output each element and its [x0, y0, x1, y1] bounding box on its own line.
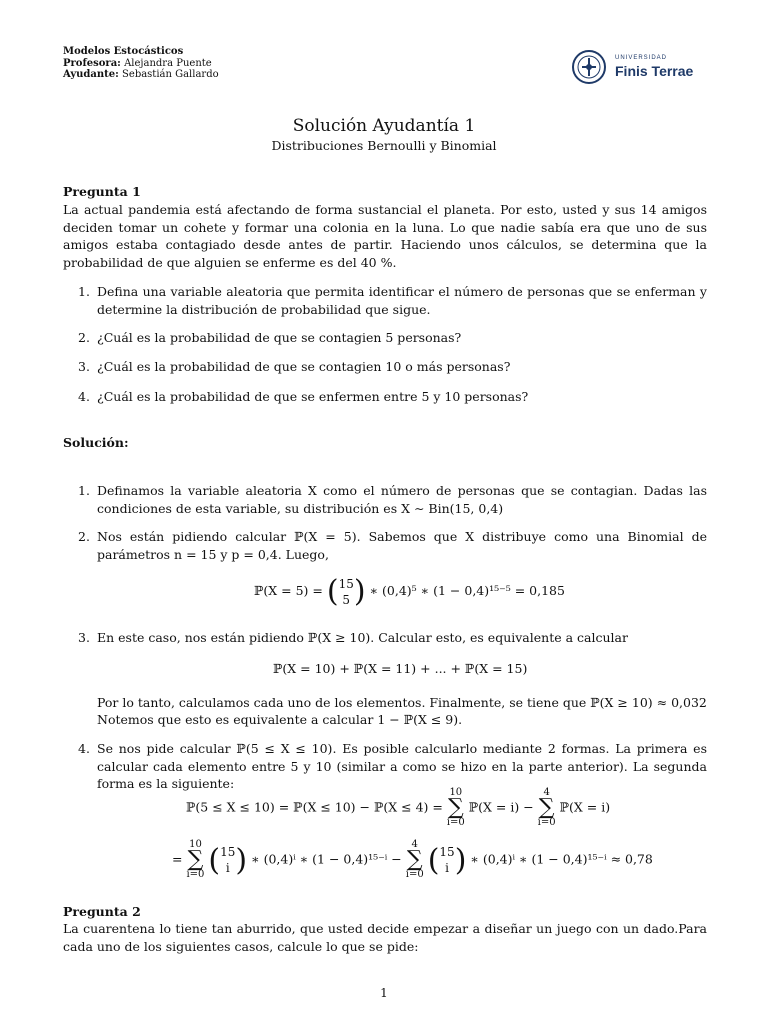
q2-intro: La cuarentena lo tiene tan aburrido, que usted decide empezar a diseñar un juego con un dado.Para cada uno de los siguientes casos, calcule lo que se pide: [63, 921, 707, 954]
document-header [63, 46, 219, 81]
equation-sum-probabilities: ℙ(X = 10) + ℙ(X = 11) + ... + ℙ(X = 15) [273, 661, 528, 676]
binom-top: 15 [220, 845, 236, 859]
summation-symbol: 10 ∑ i=0 [186, 839, 205, 880]
q1-item-number: 4. [78, 389, 90, 404]
q1-item-text: ¿Cuál es la probabilidad de que se contagien 5 personas? [97, 330, 462, 345]
eq1-end: ℙ(X = i) [559, 799, 611, 815]
binom-bottom: 5 [342, 592, 351, 607]
q1-item-text: ¿Cuál es la probabilidad de que se contagien 10 o más personas? [97, 359, 511, 374]
course-name: Modelos Estocásticos [63, 46, 184, 57]
logo-small-text: UNIVERSIDAD [615, 55, 668, 61]
binom-bottom: i [225, 861, 230, 875]
solution-item-1 [63, 482, 707, 517]
university-seal-icon [571, 47, 607, 87]
eq2-mid: ∗ (0,4)ⁱ ∗ (1 − 0,4)¹⁵⁻ⁱ − [251, 851, 402, 867]
professor-label: Profesora: [63, 57, 121, 69]
summation-symbol: 10 ∑ i=0 [446, 787, 465, 828]
binomial-coefficient: (15 5 ) [326, 574, 366, 609]
binomial-coefficient: (15 i ) [208, 842, 248, 878]
equation-range-expanded [172, 840, 653, 880]
binom-top: 15 [338, 576, 354, 591]
sum-upper: 10 [449, 787, 463, 798]
sum-upper: 10 [189, 839, 202, 850]
binom-top: 15 [439, 845, 455, 859]
assistant-label: Ayudante: [63, 69, 119, 80]
q1-item [63, 283, 707, 318]
solution-3-note: Notemos que esto es equivalente a calcular 1 − ℙ(X ≤ 9). [97, 712, 463, 727]
sum-lower: i=0 [186, 869, 205, 880]
q1-heading: Pregunta 1 [63, 184, 141, 199]
sum-upper: 4 [411, 839, 418, 850]
q1-item-number: 2. [78, 330, 90, 345]
professor-name: Alejandra Puente [124, 57, 212, 69]
q1-item-number: 3. [78, 359, 90, 374]
sum-lower: i=0 [537, 817, 556, 828]
q1-item-number: 1. [78, 284, 90, 299]
q1-item [63, 358, 707, 376]
q2-heading: Pregunta 2 [63, 904, 141, 919]
summation-symbol: 4 ∑ i=0 [537, 787, 556, 828]
eq2-equals: = [172, 851, 183, 867]
eq1-left: ℙ(5 ≤ X ≤ 10) = ℙ(X ≤ 10) − ℙ(X ≤ 4) = [186, 799, 443, 815]
document-subtitle: Distribuciones Bernoulli y Binomial [271, 138, 497, 153]
solution-heading: Solución: [63, 435, 129, 450]
university-logo [571, 47, 721, 87]
assistant-name: Sebastián Gallardo [122, 69, 219, 80]
q1-item [63, 329, 707, 347]
solution-item-text: Se nos pide calcular ℙ(5 ≤ X ≤ 10). Es posible calcularlo mediante 2 formas. La primera es calcular cada elemento entre 5 y 10 (similar a como se hizo en la parte anterior). La segunda forma es la siguiente: [97, 741, 707, 791]
eq-left: ℙ(X = 5) = [254, 583, 323, 598]
solution-item-number: 2. [78, 529, 90, 544]
eq2-end: ∗ (0,4)ⁱ ∗ (1 − 0,4)¹⁵⁻ⁱ ≈ 0,78 [470, 851, 653, 867]
q1-item-text: ¿Cuál es la probabilidad de que se enfermen entre 5 y 10 personas? [97, 389, 529, 404]
solution-item-text: Nos están pidiendo calcular ℙ(X = 5). Sabemos que X distribuye como una Binomial de parámetros n = 15 y p = 0,4. Luego, [97, 529, 707, 562]
solution-item-text: Definamos la variable aleatoria X como el número de personas que se contagian. Dadas las condiciones de esta variable, su distribución es X ∼ Bin(15, 0,4) [97, 483, 707, 516]
page-number: 1 [380, 986, 388, 1000]
solution-item-number: 3. [78, 630, 90, 645]
sum-upper: 4 [543, 787, 550, 798]
sum-lower: i=0 [446, 817, 465, 828]
document-title: Solución Ayudantía 1 [292, 116, 476, 136]
binom-bottom: i [445, 861, 449, 875]
equation-range-probability [186, 788, 610, 828]
eq-right: ∗ (0,4)⁵ ∗ (1 − 0,4)¹⁵⁻⁵ = 0,185 [369, 583, 565, 598]
binomial-coefficient: (15 i ) [427, 842, 467, 878]
summation-symbol: 4 ∑ i=0 [405, 839, 424, 880]
solution-item-2 [63, 528, 707, 563]
solution-item-number: 1. [78, 483, 90, 498]
solution-item-text: En este caso, nos están pidiendo ℙ(X ≥ 10). Calcular esto, es equivalente a calcular [97, 630, 628, 645]
solution-item-number: 4. [78, 741, 90, 756]
sum-lower: i=0 [405, 869, 424, 880]
logo-name-text: Finis Terrae [615, 63, 694, 79]
solution-item-3 [63, 629, 707, 647]
q1-intro: La actual pandemia está afectando de forma sustancial el planeta. Por esto, usted y sus 14 amigos deciden tomar un cohete y formar una colonia en la luna. Lo que nadie sabía era que uno de sus amigos estaba contagiado desde antes de partir. Haciendo unos cálculos, se determina que la probabilidad de que alguien se enferme es del 40 %. [63, 202, 707, 270]
q1-item-text: Defina una variable aleatoria que permita identificar el número de personas que se enferman y determine la distribución de probabilidad que sigue. [97, 284, 707, 317]
solution-3-result: Por lo tanto, calculamos cada uno de los elementos. Finalmente, se tiene que ℙ(X ≥ 10) ≈ 0,032 [97, 695, 707, 710]
solution-item-4 [63, 740, 707, 793]
equation-p-x-5 [254, 574, 565, 609]
eq1-mid: ℙ(X = i) − [468, 799, 534, 815]
q1-item [63, 388, 707, 406]
